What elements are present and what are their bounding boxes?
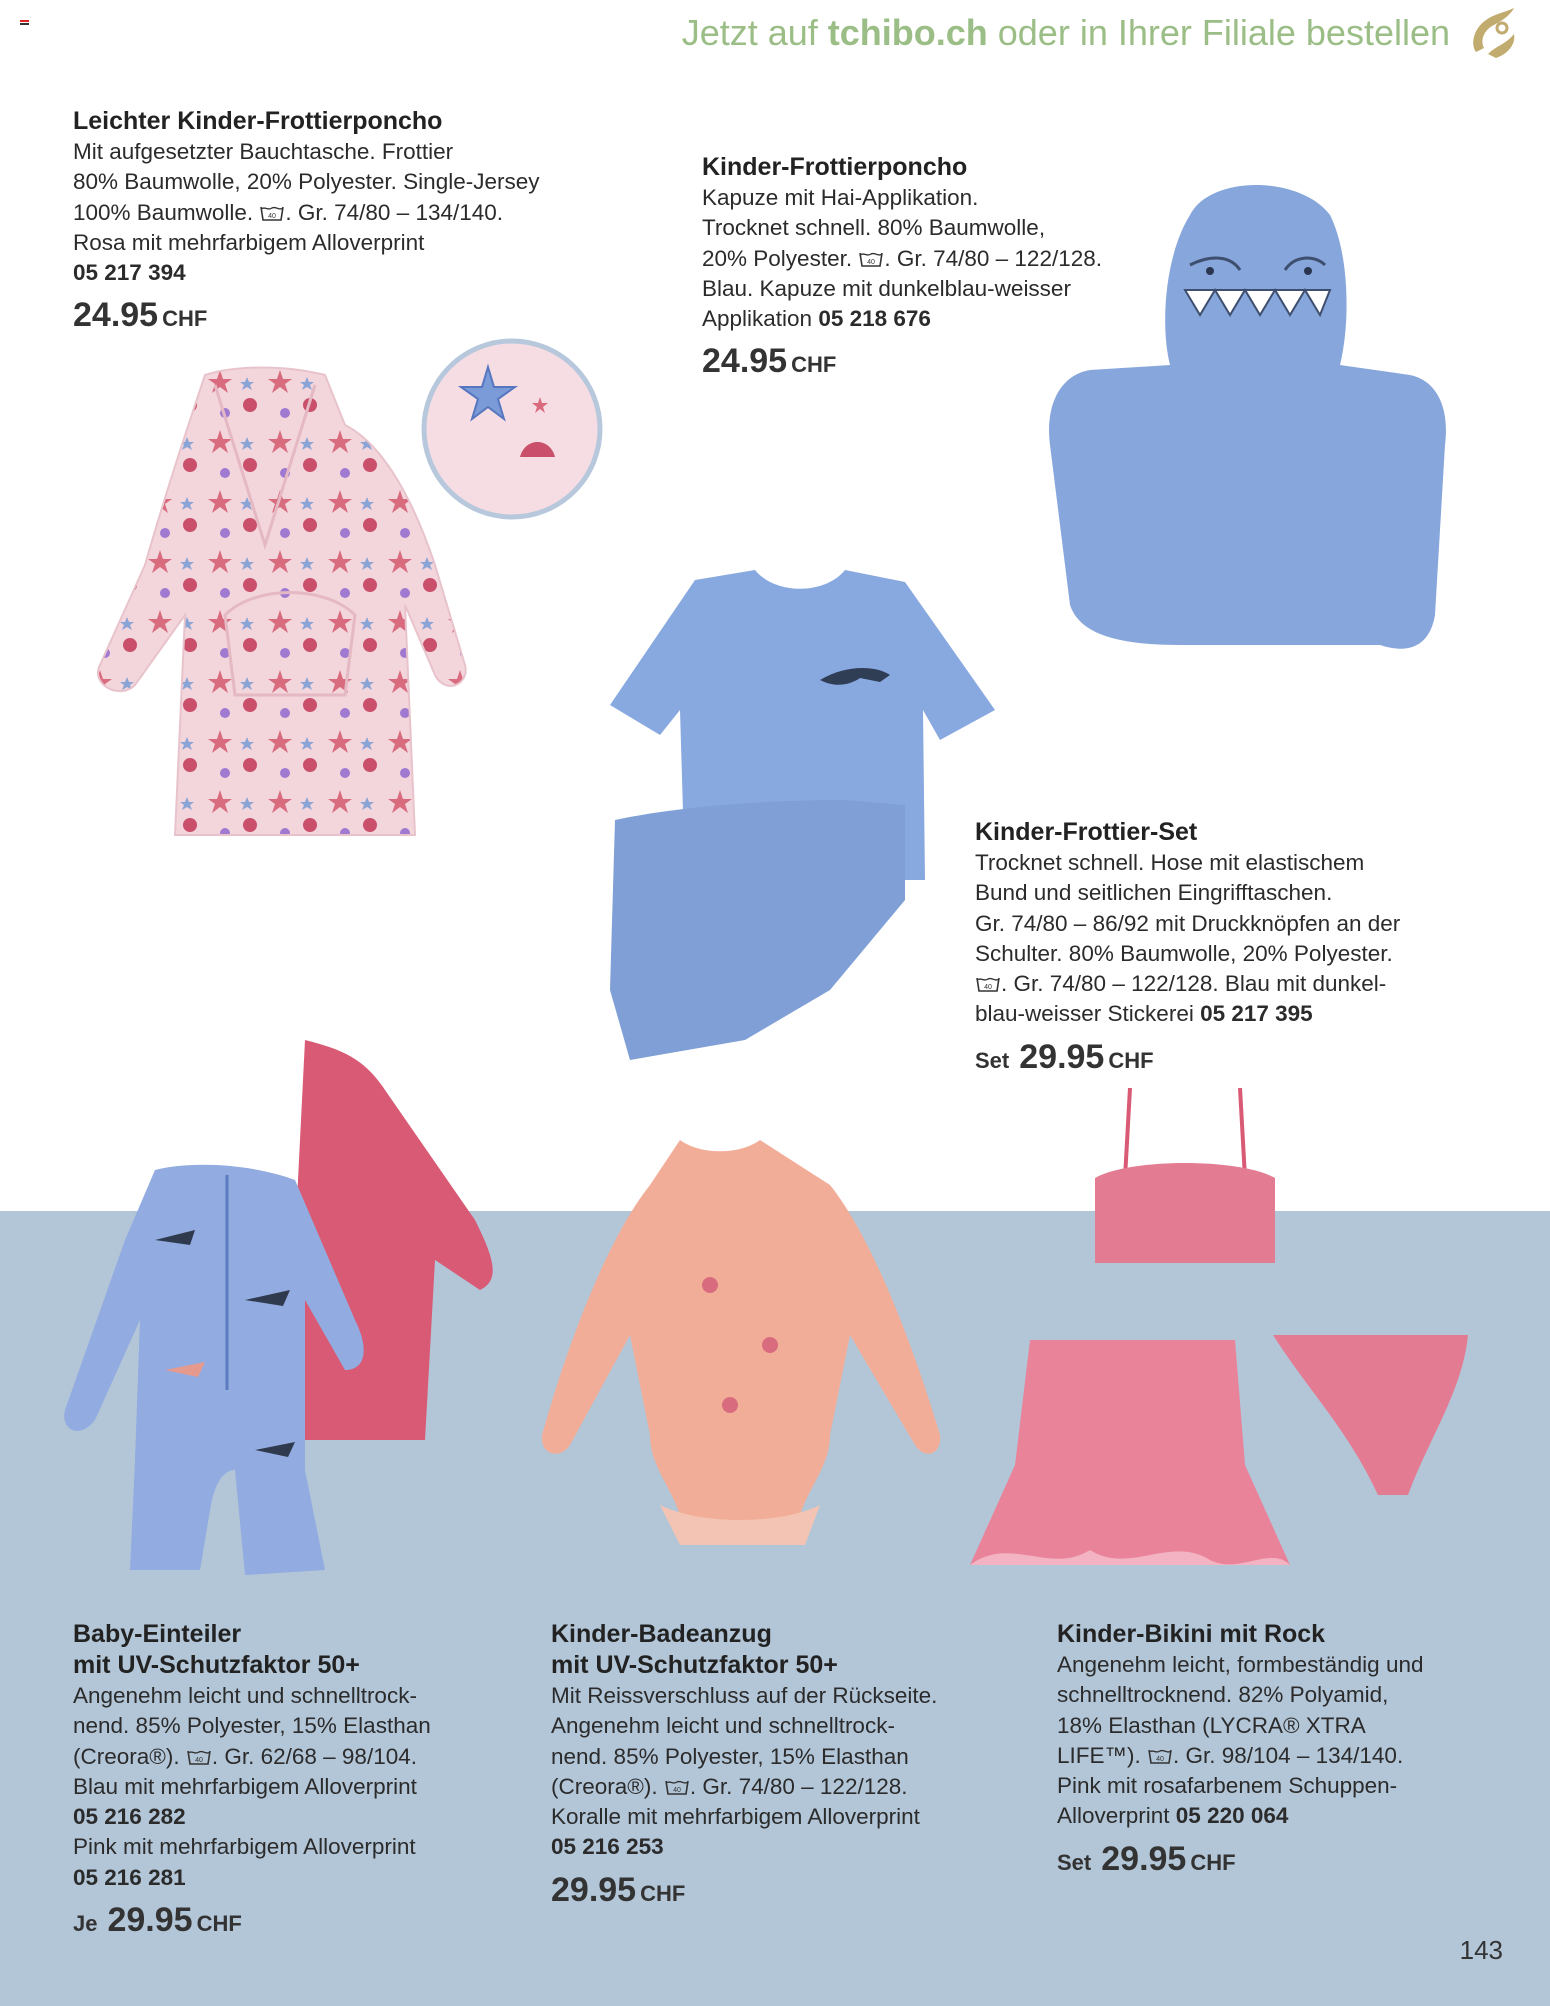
product-frottier-set (975, 817, 1495, 1084)
product-desc-line: Pink mit mehrfarbigem Alloverprint (73, 1834, 416, 1860)
product-desc-line: Angenehm leicht und schnelltrock- (73, 1683, 417, 1708)
price-prefix: Set (1057, 1849, 1092, 1875)
product-bikini (1057, 1619, 1517, 1886)
product-desc-line: Mit Reissverschluss auf der Rückseite. (551, 1683, 938, 1708)
product-title: mit UV-Schutzfaktor 50+ (551, 1651, 838, 1679)
product-title: Kinder-Frottier-Set (975, 818, 1198, 846)
price (73, 292, 633, 342)
currency: CHF (196, 1911, 242, 1937)
flag-icon (20, 20, 29, 27)
currency: CHF (1190, 1849, 1236, 1875)
article-number: 05 216 281 (73, 1864, 186, 1890)
price-value: 24.95 (73, 296, 159, 335)
product-desc-line (975, 969, 1495, 999)
currency: CHF (162, 306, 208, 332)
washing-40-icon (858, 250, 884, 268)
price-prefix: Je (73, 1911, 98, 1937)
product-desc-line: 80% Baumwolle, 20% Polyester. Single-Jersey (73, 169, 540, 195)
product-desc-line: Angenehm leicht und schnelltrock- (551, 1713, 895, 1739)
price (1057, 1836, 1517, 1886)
product-desc-line: Trocknet schnell. Hose mit elastischem (975, 850, 1365, 875)
product-desc-line: Blau. Kapuze mit dunkelblau-weisser (702, 275, 1071, 301)
product-desc-line: nend. 85% Polyester, 15% Elasthan (551, 1743, 909, 1769)
svg-text:40: 40 (194, 1756, 203, 1764)
product-desc-line: Pink mit rosafarbenem Schuppen- (1057, 1773, 1398, 1799)
washing-40-icon (664, 1778, 690, 1796)
price (551, 1867, 1011, 1917)
bikini-top-image (1090, 1088, 1280, 1268)
product-desc-line: nend. 85% Polyester, 15% Elasthan (73, 1713, 431, 1739)
svg-text:40: 40 (672, 1786, 681, 1794)
price (975, 1034, 1495, 1084)
product-title: Kinder-Badeanzug (551, 1620, 772, 1648)
article-number: 05 217 394 (73, 260, 186, 286)
product-desc-line: Gr. 74/80 – 86/92 mit Druckknöpfen an der (975, 910, 1401, 936)
product-title: mit UV-Schutzfaktor 50+ (73, 1651, 360, 1679)
svg-text:40: 40 (984, 984, 992, 992)
text-part: Applikation (702, 306, 819, 332)
article-number: 05 216 253 (551, 1834, 664, 1860)
product-desc-line: Angenehm leicht, formbeständig und (1057, 1652, 1424, 1677)
price-value: 24.95 (702, 342, 788, 381)
washing-40-icon (259, 204, 285, 222)
product-title: Baby-Einteiler (73, 1620, 242, 1648)
text-part: . Gr. 74/80 – 122/128. (689, 1773, 908, 1799)
bikini-skirt-image (970, 1335, 1290, 1575)
header-prefix: Jetzt auf (681, 12, 828, 53)
product-desc-line: Trocknet schnell. 80% Baumwolle, (702, 215, 1046, 241)
product-desc-line (73, 1742, 533, 1772)
product-desc-line (975, 999, 1495, 1029)
blue-tshirt-shorts-image (605, 570, 1005, 1060)
tchibo-logo-icon (1466, 4, 1522, 60)
product-desc-line: Mit aufgesetzter Bauchtasche. Frottier (73, 139, 454, 164)
header-site[interactable]: tchibo.ch (827, 12, 988, 53)
text-part: LIFE™). (1057, 1742, 1148, 1768)
bikini-bottom-image (1268, 1330, 1473, 1500)
text-part: (Creora®). (551, 1773, 664, 1799)
article-number: 05 220 064 (1175, 1803, 1289, 1829)
page-header (682, 12, 1450, 54)
product-baby-einteiler (73, 1619, 533, 1947)
price (73, 1897, 533, 1947)
price-value: 29.95 (1101, 1839, 1187, 1878)
washing-40-icon (186, 1748, 212, 1766)
text-part: . Gr. 74/80 – 122/128. Blau mit dunkel- (1001, 971, 1387, 997)
text-part: . Gr. 74/80 – 134/140. (285, 199, 504, 225)
text-part: Alloverprint (1057, 1803, 1176, 1829)
product-desc-line (1057, 1801, 1517, 1831)
product-desc-line: Rosa mit mehrfarbigem Alloverprint (73, 229, 425, 255)
svg-text:40: 40 (867, 258, 876, 266)
text-part: . Gr. 98/104 – 134/140. (1173, 1742, 1404, 1768)
fabric-detail-circle-image (420, 337, 604, 521)
badeanzug-image (530, 1135, 950, 1545)
baby-einteiler-image (55, 1040, 555, 1580)
page-number: 143 (1459, 1935, 1503, 1965)
article-number: 05 216 282 (73, 1804, 186, 1830)
product-title: Kinder-Frottierponcho (702, 153, 968, 181)
svg-text:40: 40 (1156, 1755, 1164, 1763)
text-part: blau-weisser Stickerei (975, 1001, 1201, 1027)
text-part: 100% Baumwolle. (73, 199, 260, 225)
price-value: 29.95 (107, 1901, 193, 1940)
product-desc-line: Schulter. 80% Baumwolle, 20% Polyester. (975, 940, 1393, 966)
blue-shark-poncho-image (1040, 175, 1460, 665)
product-desc-line: 18% Elasthan (LYCRA® XTRA (1057, 1712, 1366, 1738)
product-desc-line: Kapuze mit Hai-Applikation. (702, 185, 979, 210)
product-desc-line (1057, 1741, 1517, 1771)
product-desc-line: Blau mit mehrfarbigem Alloverprint (73, 1773, 417, 1799)
currency: CHF (640, 1880, 686, 1906)
product-desc-line: Bund und seitlichen Eingrifftaschen. (975, 880, 1333, 906)
article-number: 05 218 676 (818, 306, 931, 332)
washing-40-icon (1147, 1747, 1173, 1765)
svg-text:40: 40 (268, 212, 277, 220)
text-part: . Gr. 62/68 – 98/104. (211, 1743, 417, 1769)
product-desc-line: schnelltrocknend. 82% Polyamid, (1057, 1682, 1389, 1708)
text-part: 20% Polyester. (702, 245, 859, 271)
product-desc-line (551, 1772, 1011, 1802)
product-title: Kinder-Bikini mit Rock (1057, 1620, 1326, 1648)
product-title: Leichter Kinder-Frottierponcho (73, 107, 443, 135)
article-number: 05 217 395 (1200, 1001, 1313, 1027)
header-suffix: oder in Ihrer Filiale bestellen (987, 12, 1450, 53)
product-badeanzug (551, 1619, 1011, 1917)
price-value: 29.95 (551, 1870, 637, 1909)
price-prefix: Set (975, 1047, 1010, 1073)
text-part: (Creora®). (73, 1743, 186, 1769)
currency: CHF (791, 352, 837, 378)
product-desc-line (73, 198, 633, 228)
product-desc-line: Koralle mit mehrfarbigem Alloverprint (551, 1804, 920, 1830)
product-poncho-rosa (73, 106, 633, 342)
currency: CHF (1108, 1047, 1154, 1073)
price-value: 29.95 (1019, 1037, 1105, 1076)
text-part: . Gr. 74/80 – 122/128. (884, 245, 1103, 271)
